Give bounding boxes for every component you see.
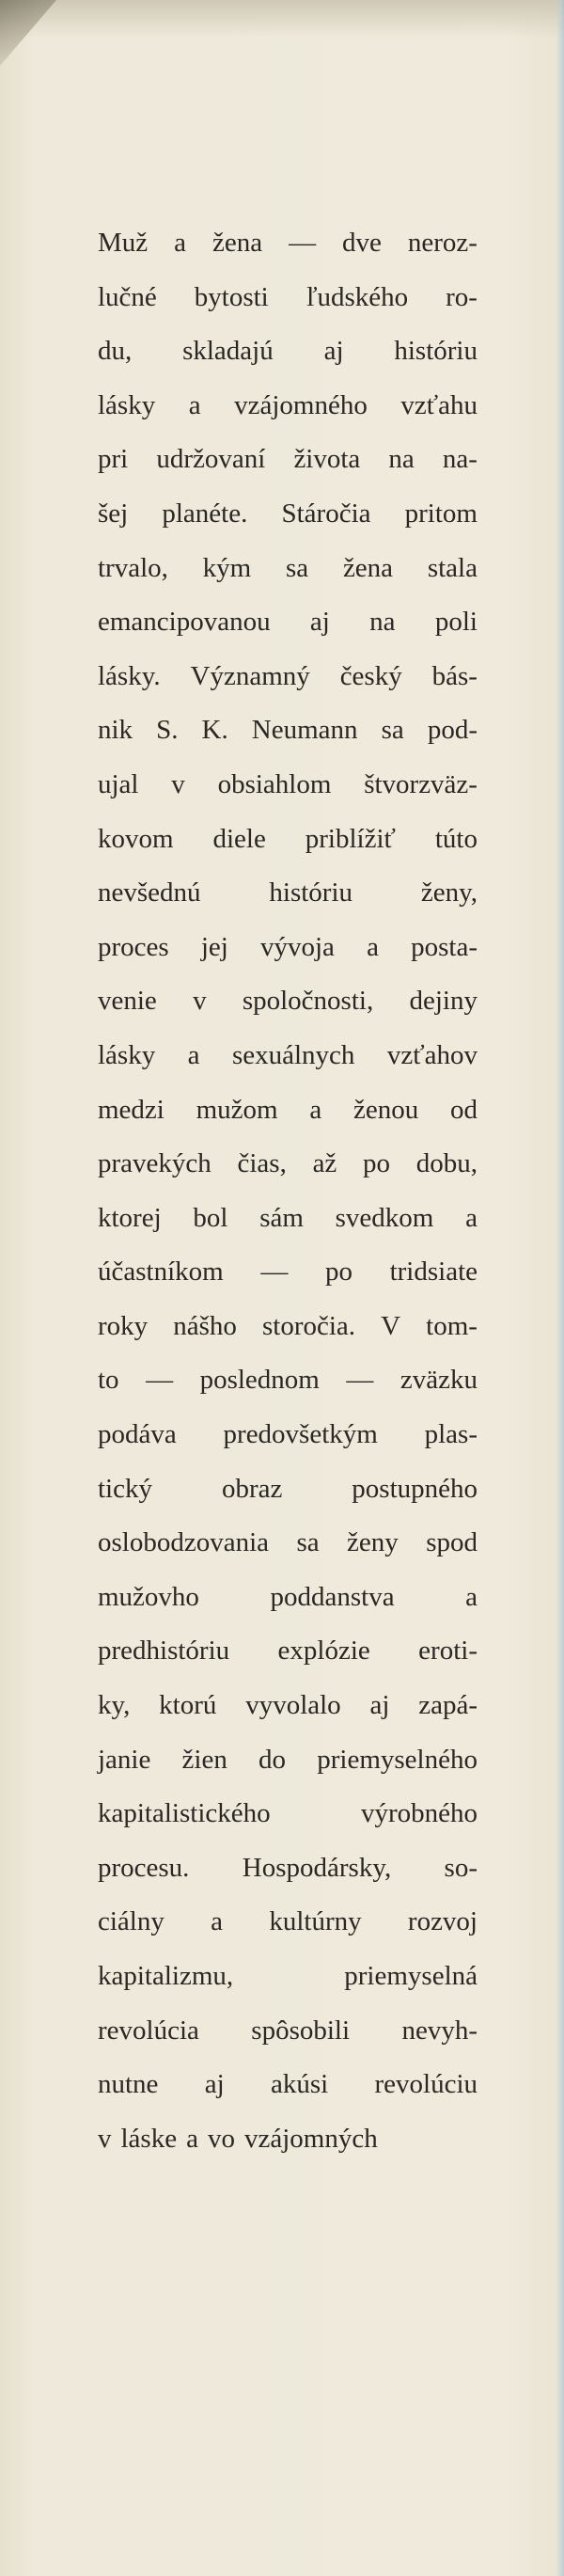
word: a — [465, 1581, 478, 1612]
word: vývoja — [260, 931, 335, 962]
word: ženy, — [420, 877, 478, 909]
word: Hospodársky, — [242, 1852, 392, 1883]
word: poslednom — [199, 1365, 320, 1396]
text-line — [98, 921, 478, 975]
word: procesu. — [98, 1852, 190, 1883]
word: emancipovanou — [98, 607, 271, 638]
word: proces — [98, 931, 169, 962]
word: a — [174, 228, 187, 258]
word: po — [324, 1256, 352, 1288]
text-line — [98, 379, 478, 434]
word: sám — [259, 1202, 304, 1233]
word: nevyh- — [401, 2015, 478, 2046]
word: a — [188, 389, 201, 420]
word: ktorej — [98, 1202, 162, 1233]
word: zväzku — [400, 1365, 478, 1396]
word: žien — [181, 1744, 227, 1775]
word: a — [187, 1039, 200, 1070]
word: ro- — [446, 281, 478, 312]
word: janie — [98, 1744, 151, 1775]
word: vzájomného — [234, 389, 368, 420]
word: svedkom — [335, 1202, 434, 1233]
text-line — [98, 1950, 478, 2004]
word: v — [171, 768, 185, 799]
page-right-edge — [556, 0, 564, 2576]
word: Stáročia — [281, 498, 371, 529]
text-line — [98, 2112, 478, 2167]
word: aj — [369, 1690, 390, 1721]
word: obraz — [221, 1473, 283, 1504]
word: a — [465, 1202, 478, 1233]
text-line — [98, 487, 478, 542]
word: bol — [193, 1202, 228, 1233]
word: planéte. — [162, 498, 248, 529]
word: až — [312, 1148, 337, 1179]
word: mužom — [196, 1094, 278, 1125]
word: na- — [442, 444, 478, 475]
text-line — [98, 1679, 478, 1733]
word: vzájomných — [243, 2123, 378, 2154]
word: vyvolalo — [245, 1690, 341, 1721]
word: podáva — [98, 1419, 177, 1450]
word: nášho — [173, 1310, 237, 1341]
text-line — [98, 1300, 478, 1354]
word: aj — [323, 336, 344, 367]
word: ky, — [98, 1690, 131, 1721]
word: pravekých — [98, 1148, 212, 1179]
word: priblížiť — [305, 823, 396, 854]
word: žena — [342, 552, 394, 583]
word: ciálny — [98, 1906, 164, 1937]
word: ktorú — [159, 1690, 217, 1721]
text-line — [98, 2058, 478, 2112]
text-line — [98, 1245, 478, 1300]
text-line — [98, 1192, 478, 1246]
word: spod — [426, 1527, 478, 1558]
word: účastníkom — [98, 1256, 224, 1288]
word: nutne — [98, 2069, 159, 2100]
word: lásky — [98, 389, 156, 420]
word: históriu — [394, 336, 478, 367]
word: skladajú — [182, 336, 274, 367]
word: sa — [296, 1527, 320, 1558]
word: postupného — [352, 1473, 478, 1504]
word: vo — [207, 2123, 235, 2154]
blurb-text — [98, 216, 478, 2166]
word: — — [146, 1365, 174, 1396]
text-line — [98, 1029, 478, 1083]
text-line — [98, 1571, 478, 1625]
word: ženy — [347, 1527, 399, 1558]
word: posta- — [411, 931, 478, 962]
text-line — [98, 1408, 478, 1462]
word: vzťahu — [400, 389, 478, 420]
text-line — [98, 650, 478, 704]
word: šej — [98, 498, 129, 529]
text-line — [98, 2004, 478, 2059]
word: český — [339, 660, 402, 691]
word: štvorzväz- — [364, 768, 478, 799]
word: obsiahlom — [217, 768, 332, 799]
word: roky — [98, 1310, 149, 1341]
word: dve — [342, 228, 382, 258]
word: poli — [434, 607, 478, 638]
word: na — [369, 607, 396, 638]
word: ženou — [352, 1094, 419, 1125]
text-line — [98, 433, 478, 487]
word: oslobodzovania — [98, 1527, 270, 1558]
word: explózie — [277, 1636, 370, 1667]
word: aj — [204, 2069, 225, 2100]
word: nevšednú — [98, 877, 201, 909]
word: žena — [212, 228, 263, 258]
word: a — [211, 1906, 224, 1937]
text-line — [98, 1462, 478, 1517]
word: a — [186, 2123, 198, 2154]
text-line — [98, 866, 478, 921]
text-line — [98, 324, 478, 379]
word: udržovaní — [156, 444, 266, 475]
text-line — [98, 1516, 478, 1571]
word: pod- — [427, 715, 478, 746]
word: dejiny — [409, 986, 478, 1017]
word: do — [258, 1744, 287, 1775]
text-line — [98, 1624, 478, 1679]
word: plas- — [424, 1419, 478, 1450]
text-line — [98, 271, 478, 325]
word: láske — [120, 2123, 178, 2154]
text-line — [98, 1083, 478, 1138]
word: — — [260, 1256, 289, 1288]
word: kovom — [98, 823, 174, 854]
word: predovšetkým — [223, 1419, 378, 1450]
word: neroz- — [407, 228, 478, 258]
text-line — [98, 1787, 478, 1841]
word: Neumann — [251, 715, 358, 746]
word: eroti- — [418, 1636, 478, 1667]
word: spoločnosti, — [242, 986, 374, 1017]
word: tický — [98, 1473, 152, 1504]
word: na — [388, 444, 415, 475]
text-line — [98, 1353, 478, 1408]
word: K. — [201, 715, 228, 746]
text-line — [98, 1895, 478, 1950]
text-line — [98, 758, 478, 813]
word: a — [367, 931, 379, 962]
text-line — [98, 813, 478, 867]
text-line — [98, 595, 478, 650]
word: tom- — [426, 1310, 478, 1341]
text-line — [98, 1841, 478, 1896]
word: v — [98, 2123, 112, 2154]
word: priemyselného — [317, 1744, 478, 1775]
word: trvalo, — [98, 552, 168, 583]
word: bás- — [431, 660, 478, 691]
word: stala — [427, 552, 478, 583]
text-line — [98, 1137, 478, 1192]
word: priemyselná — [344, 1961, 478, 1991]
word: vzťahov — [386, 1039, 478, 1070]
word: tridsiate — [389, 1256, 478, 1288]
word: dobu, — [415, 1148, 478, 1179]
word: venie — [98, 986, 157, 1017]
word: akúsi — [270, 2069, 329, 2100]
word: ľudského — [306, 281, 409, 312]
word: revolúciu — [374, 2069, 478, 2100]
text-line — [98, 216, 478, 271]
word: Významný — [190, 660, 310, 691]
word: du, — [98, 336, 133, 367]
word: kapitalistického — [98, 1798, 271, 1829]
word: medzi — [98, 1094, 164, 1125]
word: lásky — [98, 1039, 156, 1070]
word: lučné — [98, 281, 157, 312]
word: ujal — [98, 768, 139, 799]
word: aj — [309, 607, 330, 638]
word: pri — [98, 444, 129, 475]
text-line — [98, 542, 478, 596]
text-line — [98, 703, 478, 758]
word: V — [381, 1310, 401, 1341]
word: spôsobili — [251, 2015, 351, 2046]
word: po — [363, 1148, 391, 1179]
word: lásky. — [98, 660, 161, 691]
word: bytosti — [194, 281, 269, 312]
word: revolúcia — [98, 2015, 199, 2046]
word: diele — [212, 823, 266, 854]
word: sa — [286, 552, 309, 583]
word: — — [346, 1365, 374, 1396]
word: Muž — [98, 228, 149, 258]
word: kultúrny — [269, 1906, 362, 1937]
word: kým — [202, 552, 252, 583]
word: storočia. — [262, 1310, 356, 1341]
word: sexuálnych — [231, 1039, 355, 1070]
word: nik — [98, 715, 133, 746]
word: jej — [200, 931, 228, 962]
word: zapá- — [418, 1690, 478, 1721]
word: S. — [156, 715, 179, 746]
word: to — [98, 1365, 119, 1396]
word: rozvoj — [407, 1906, 478, 1937]
word: históriu — [269, 877, 353, 909]
word: čias, — [237, 1148, 287, 1179]
page-top-shadow — [0, 0, 564, 38]
word: kapitalizmu, — [98, 1961, 234, 1991]
word: a — [309, 1094, 322, 1125]
word: túto — [434, 823, 478, 854]
text-line — [98, 1733, 478, 1788]
text-line — [98, 974, 478, 1029]
word: mužovho — [98, 1581, 199, 1612]
word: od — [449, 1094, 478, 1125]
word: predhistóriu — [98, 1636, 230, 1667]
word: pritom — [404, 498, 478, 529]
word: so- — [444, 1852, 478, 1883]
word: sa — [381, 715, 404, 746]
word: — — [289, 228, 317, 258]
word: v — [193, 986, 207, 1017]
word: života — [293, 444, 361, 475]
word: výrobného — [360, 1798, 478, 1829]
word: poddanstva — [270, 1581, 395, 1612]
